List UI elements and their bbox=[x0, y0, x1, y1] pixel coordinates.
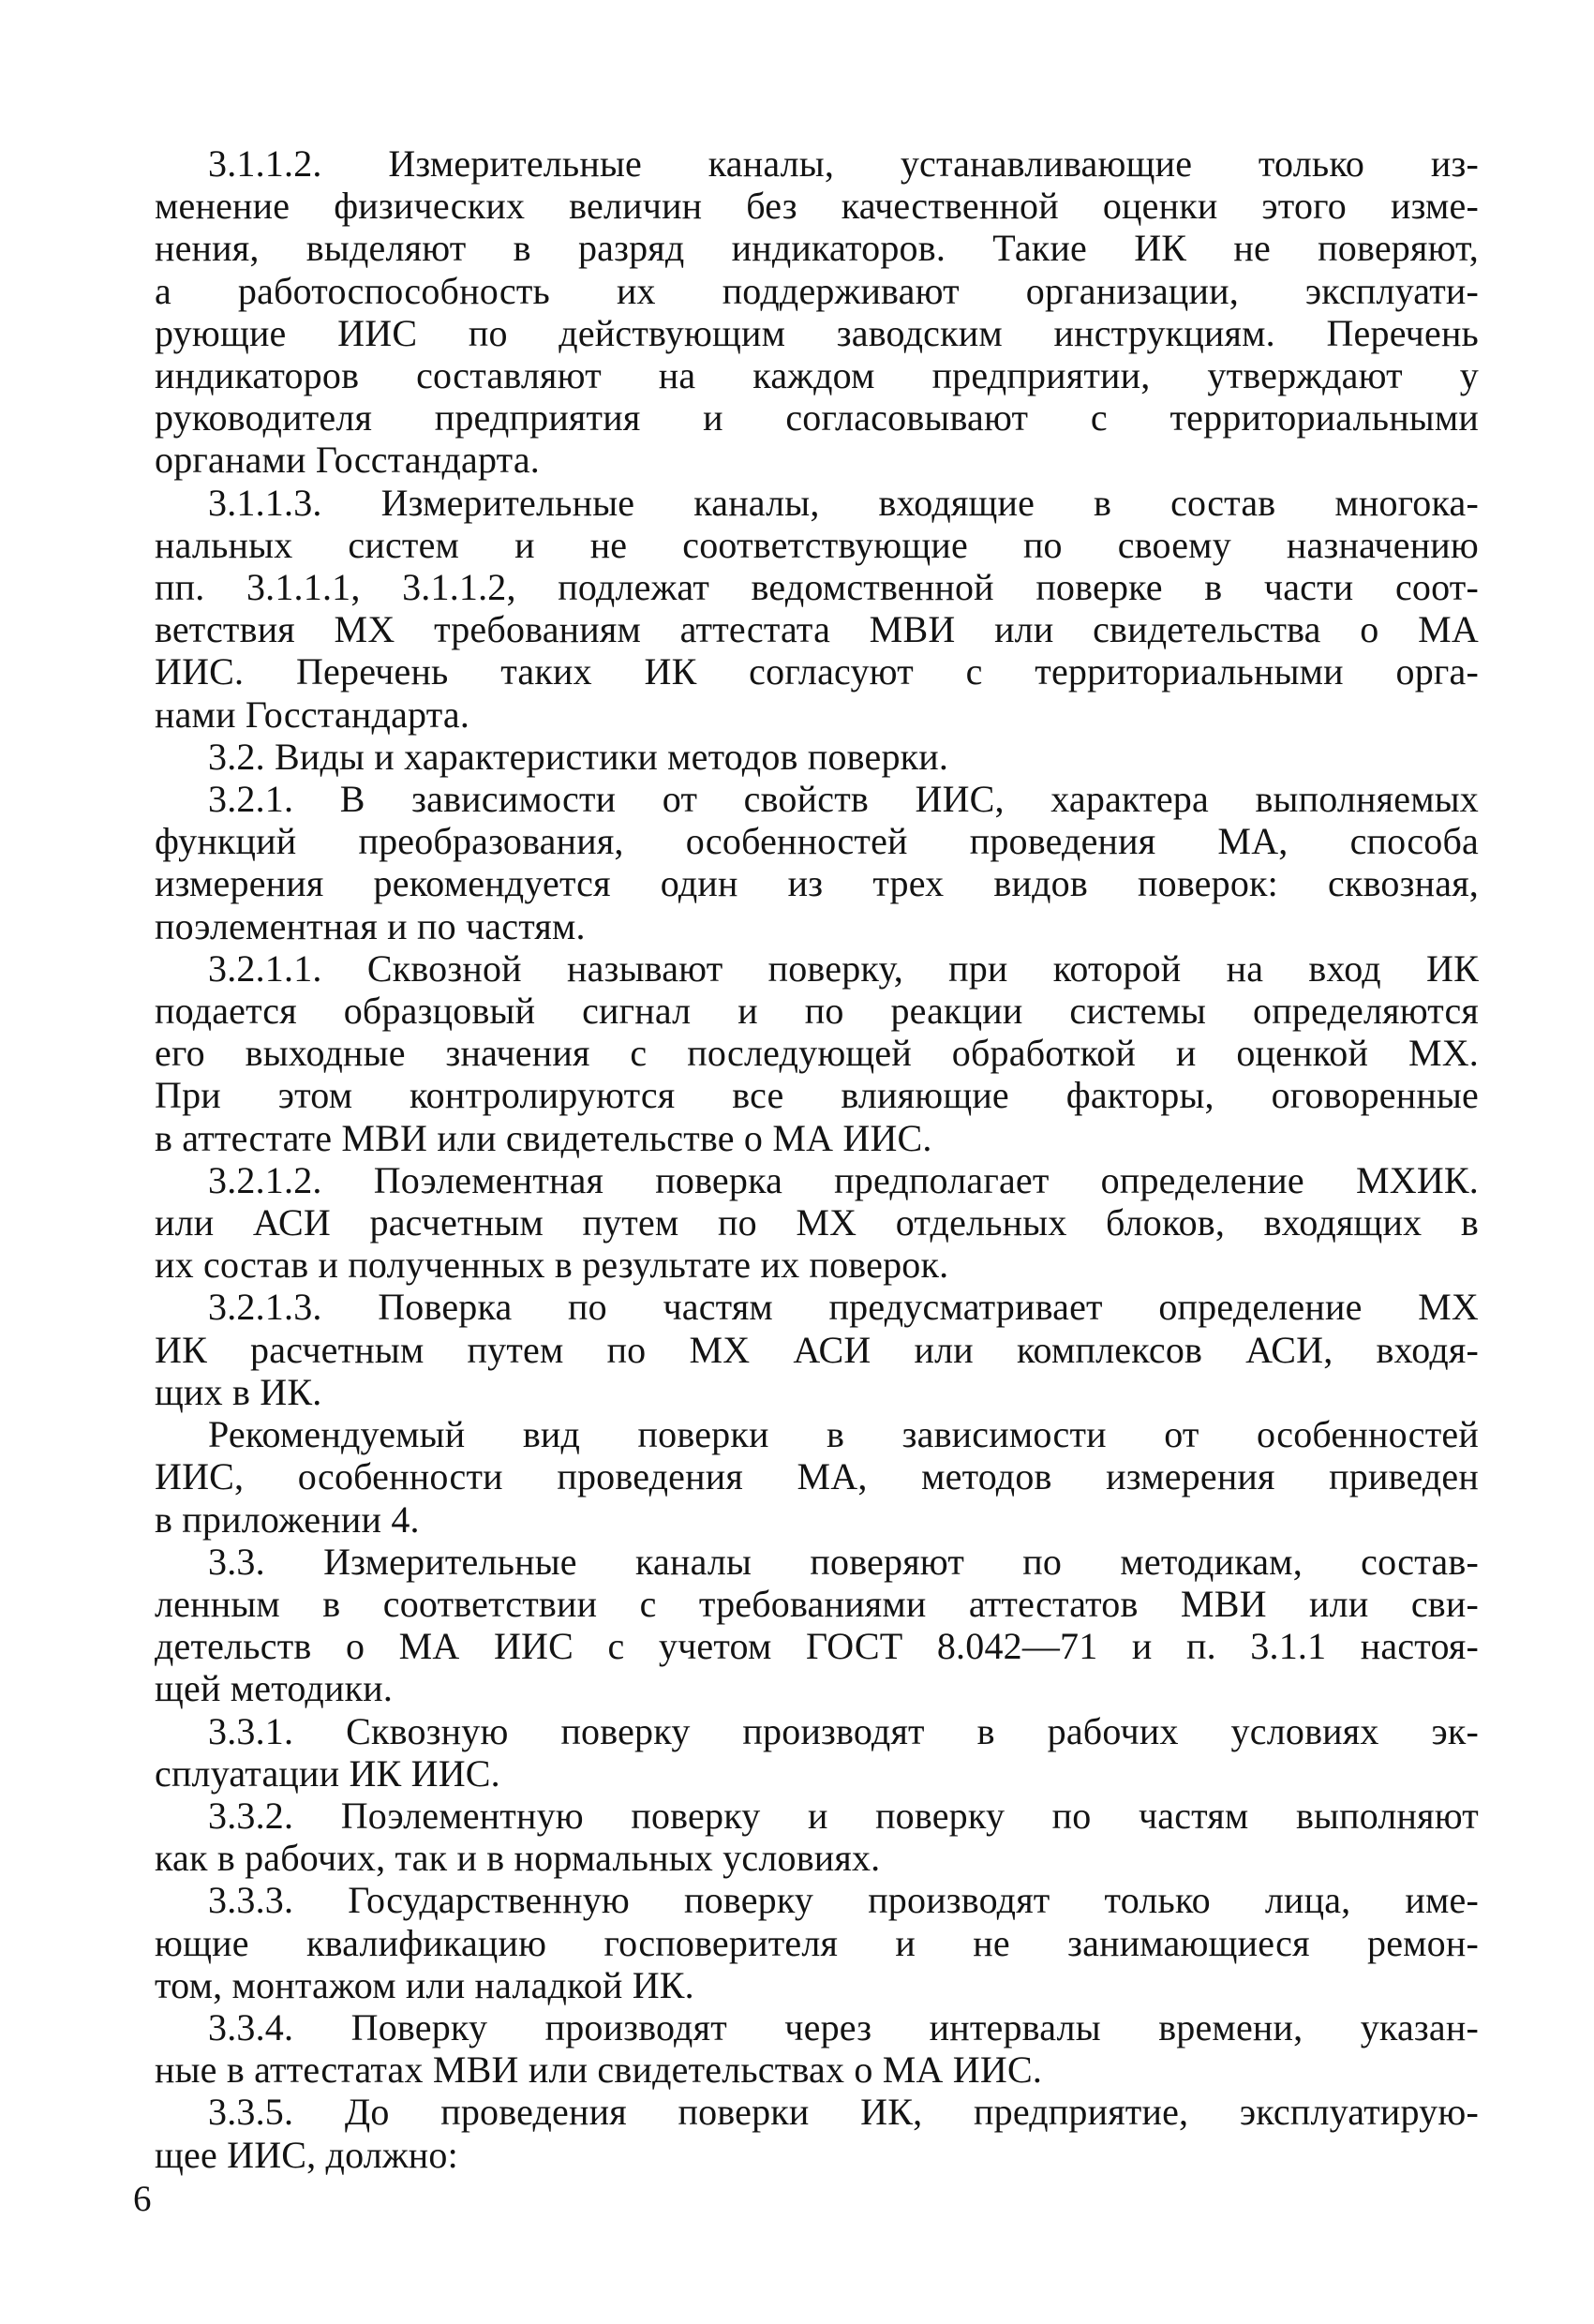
text-line: поэлементная и по частям. bbox=[155, 904, 586, 947]
text-line: ные в аттестатах МВИ или свидетельствах о МА ИИС. bbox=[155, 2048, 1043, 2092]
text-line: 3.2.1.2. Поэлементная поверка предполагает определение МХИК. bbox=[208, 1158, 1479, 1201]
text-line: функций преобразования, особенностей проведения МА, способа bbox=[155, 820, 1479, 863]
text-line: 3.3.2. Поэлементную поверку и поверку по частям выполняют bbox=[208, 1794, 1479, 1837]
text-line: 3.3.3. Государственную поверку производят только лица, име- bbox=[208, 1879, 1479, 1922]
text-line: нальных систем и не соответствующие по своему назначению bbox=[155, 523, 1479, 566]
text-line: нами Госстандарта. bbox=[155, 693, 470, 736]
text-line: ИИС, особенности проведения МА, методов измерения приведен bbox=[155, 1455, 1479, 1498]
text-line: 3.3.1. Сквозную поверку производят в рабочих условиях эк- bbox=[208, 1709, 1479, 1752]
text-line: в приложении 4. bbox=[155, 1497, 420, 1541]
text-line: руководителя предприятия и согласовывают с территориальными bbox=[155, 396, 1479, 439]
text-line: При этом контролируются все влияющие факторы, оговоренные bbox=[155, 1074, 1479, 1117]
text-line: менение физических величин без качественной оценки этого изме- bbox=[155, 185, 1479, 228]
text-line: 3.1.1.3. Измерительные каналы, входящие в состав многока- bbox=[208, 481, 1479, 524]
text-line: подается образцовый сигнал и по реакции системы определяются bbox=[155, 990, 1479, 1033]
text-line: щей методики. bbox=[155, 1667, 394, 1710]
text-line: ющие квалификацию госповерителя и не занимающиеся ремон- bbox=[155, 1921, 1479, 1964]
text-line: а работоспособность их поддерживают организации, эксплуати- bbox=[155, 269, 1479, 312]
text-line: органами Госстандарта. bbox=[155, 439, 540, 482]
text-line: их состав и полученных в результате их поверок. bbox=[155, 1244, 949, 1287]
document-text-block bbox=[155, 142, 1479, 2176]
text-line: 3.1.1.2. Измерительные каналы, устанавливающие только из- bbox=[208, 142, 1479, 185]
text-line: 3.3.4. Поверку производят через интервалы времени, указан- bbox=[208, 2005, 1479, 2048]
text-line: щее ИИС, должно: bbox=[155, 2133, 458, 2176]
text-line: ветствия МХ требованиям аттестата МВИ или свидетельства о МА bbox=[155, 608, 1479, 651]
text-line: как в рабочих, так и в нормальных условиях. bbox=[155, 1837, 881, 1880]
text-line: нения, выделяют в разряд индикаторов. Такие ИК не поверяют, bbox=[155, 227, 1479, 270]
text-line: ИИС. Перечень таких ИК согласуют с территориальными орга- bbox=[155, 650, 1479, 693]
text-line: ленным в соответствии с требованиями аттестатов МВИ или сви- bbox=[155, 1582, 1479, 1625]
text-line: или АСИ расчетным путем по МХ отдельных блоков, входящих в bbox=[155, 1201, 1479, 1244]
text-line: сплуатации ИК ИИС. bbox=[155, 1751, 500, 1795]
text-line: 3.2.1.1. Сквозной называют поверку, при которой на вход ИК bbox=[208, 946, 1479, 990]
text-line: измерения рекомендуется один из трех видов поверок: сквозная, bbox=[155, 862, 1479, 905]
text-line: том, монтажом или наладкой ИК. bbox=[155, 1963, 694, 2006]
page-number: 6 bbox=[133, 2179, 152, 2219]
text-line: щих в ИК. bbox=[155, 1370, 322, 1413]
text-line: 3.2. Виды и характеристики методов поверки. bbox=[208, 735, 949, 778]
text-line: пп. 3.1.1.1, 3.1.1.2, подлежат ведомственной поверке в части соот- bbox=[155, 566, 1479, 609]
text-line: детельств о МА ИИС с учетом ГОСТ 8.042—71 и п. 3.1.1 настоя- bbox=[155, 1625, 1479, 1668]
text-line: индикаторов составляют на каждом предприятии, утверждают у bbox=[155, 354, 1479, 397]
text-line: Рекомендуемый вид поверки в зависимости от особенностей bbox=[208, 1413, 1479, 1456]
text-line: рующие ИИС по действующим заводским инструкциям. Перечень bbox=[155, 311, 1479, 354]
text-line: 3.2.1.3. Поверка по частям предусматривает определение МХ bbox=[208, 1286, 1479, 1329]
text-line: его выходные значения с последующей обработкой и оценкой МХ. bbox=[155, 1032, 1479, 1075]
text-line: 3.3. Измерительные каналы поверяют по методикам, состав- bbox=[208, 1540, 1479, 1583]
text-line: 3.2.1. В зависимости от свойств ИИС, характера выполняемых bbox=[208, 778, 1479, 821]
text-line: в аттестате МВИ или свидетельстве о МА ИИС. bbox=[155, 1116, 932, 1159]
text-line: ИК расчетным путем по МХ АСИ или комплексов АСИ, входя- bbox=[155, 1328, 1479, 1371]
text-line: 3.3.5. До проведения поверки ИК, предприятие, эксплуатирую- bbox=[208, 2091, 1479, 2134]
